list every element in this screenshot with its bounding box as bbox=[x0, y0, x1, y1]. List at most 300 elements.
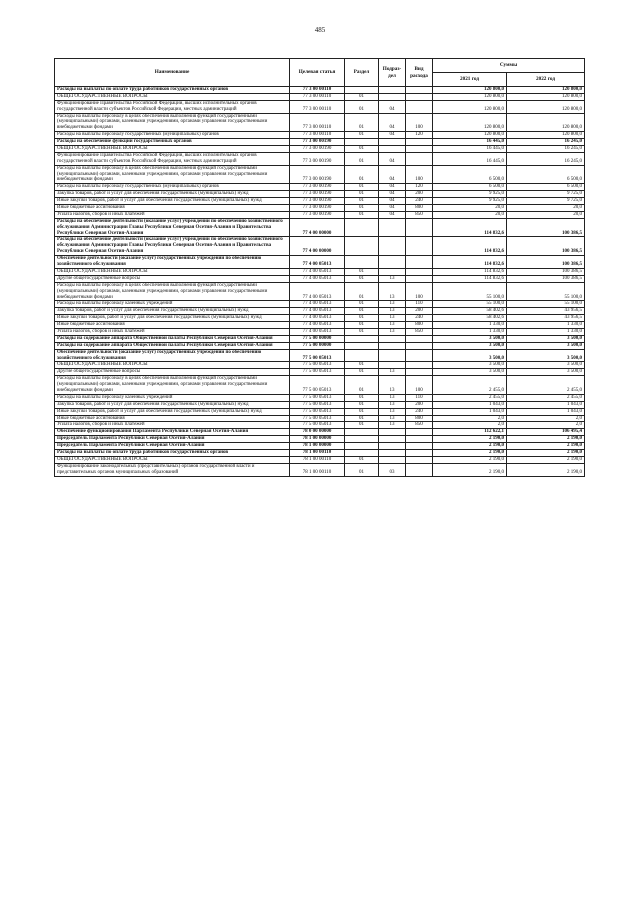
budget-table bbox=[54, 58, 585, 477]
table-row bbox=[55, 342, 585, 349]
row-sum-2022: 9 725,0 bbox=[507, 198, 585, 205]
row-code: 77 5 00 05013 bbox=[290, 408, 345, 415]
row-razdel: 01 bbox=[345, 282, 379, 301]
row-name: ОБЩЕГОСУДАРСТВЕННЫЕ ВОПРОСЫ bbox=[55, 146, 290, 153]
table-row bbox=[55, 301, 585, 308]
table-row bbox=[55, 429, 585, 436]
row-sum-2022: 3 500,0 bbox=[507, 369, 585, 376]
row-vid: 200 bbox=[406, 308, 433, 315]
row-sum-2021: 58 402,6 bbox=[433, 308, 507, 315]
row-vid: 850 bbox=[406, 328, 433, 335]
table-row bbox=[55, 237, 585, 256]
row-sum-2021: 9 925,0 bbox=[433, 191, 507, 198]
row-code: 77 5 00 05013 bbox=[290, 376, 345, 395]
row-vid: 120 bbox=[406, 132, 433, 139]
row-vid: 850 bbox=[406, 211, 433, 218]
row-name: Расходы на выплаты персоналу в целях обеспечения выполнения функций государственными (муниципальными) органами, казенными учреждениями, органами управления государственными внебюджетными фондами bbox=[55, 282, 290, 301]
row-sum-2021: 2 455,0 bbox=[433, 394, 507, 401]
row-razdel: 01 bbox=[345, 376, 379, 395]
row-podrazdel bbox=[379, 349, 406, 362]
row-sum-2022: 2 455,0 bbox=[507, 394, 585, 401]
row-sum-2021: 2 190,0 bbox=[433, 449, 507, 456]
row-sum-2021: 16 445,0 bbox=[433, 152, 507, 165]
row-name: Обеспечение деятельности (оказание услуг) государственных учреждений по обеспечению хозяйственного обслуживания bbox=[55, 349, 290, 362]
row-sum-2022: 106 495,4 bbox=[507, 429, 585, 436]
header-sums: Суммы bbox=[433, 59, 585, 73]
table-row bbox=[55, 184, 585, 191]
row-vid bbox=[406, 342, 433, 349]
row-podrazdel bbox=[379, 436, 406, 443]
row-razdel: 01 bbox=[345, 165, 379, 184]
table-row bbox=[55, 132, 585, 139]
row-razdel bbox=[345, 436, 379, 443]
row-sum-2021: 6 500,0 bbox=[433, 184, 507, 191]
row-sum-2022: 3 500,0 bbox=[507, 342, 585, 349]
row-name: Функционирование Правительства Российской Федерации, высших исполнительных органов государственной власти субъектов Российской Федерации, местных администраций bbox=[55, 100, 290, 113]
row-sum-2021: 114 832,6 bbox=[433, 256, 507, 269]
row-vid bbox=[406, 335, 433, 342]
row-podrazdel bbox=[379, 218, 406, 237]
row-sum-2021: 114 832,6 bbox=[433, 237, 507, 256]
row-sum-2022: 6 500,0 bbox=[507, 165, 585, 184]
row-code: 77 3 00 00110 bbox=[290, 100, 345, 113]
row-podrazdel: 04 bbox=[379, 211, 406, 218]
row-sum-2021: 120 800,0 bbox=[433, 132, 507, 139]
row-code: 77 5 00 05013 bbox=[290, 349, 345, 362]
row-podrazdel: 13 bbox=[379, 401, 406, 408]
row-vid bbox=[406, 256, 433, 269]
header-podrazdel: Подраз-дел bbox=[379, 59, 406, 87]
row-name: ОБЩЕГОСУДАРСТВЕННЫЕ ВОПРОСЫ bbox=[55, 362, 290, 369]
row-sum-2021: 16 445,0 bbox=[433, 139, 507, 146]
row-sum-2022: 2 190,0 bbox=[507, 449, 585, 456]
row-razdel: 01 bbox=[345, 132, 379, 139]
row-sum-2022: 2,0 bbox=[507, 415, 585, 422]
row-razdel: 01 bbox=[345, 198, 379, 205]
row-sum-2021: 2 190,0 bbox=[433, 443, 507, 450]
row-podrazdel bbox=[379, 87, 406, 94]
row-vid: 100 bbox=[406, 165, 433, 184]
row-name: Расходы на выплаты по оплате труда работников государственных органов bbox=[55, 87, 290, 94]
row-razdel: 01 bbox=[345, 322, 379, 329]
row-name: Расходы на выплаты персоналу государственных (муниципальных) органов bbox=[55, 132, 290, 139]
row-vid bbox=[406, 436, 433, 443]
row-sum-2021: 112 622,1 bbox=[433, 429, 507, 436]
row-razdel: 01 bbox=[345, 205, 379, 212]
table-row bbox=[55, 93, 585, 100]
row-sum-2021: 3 500,0 bbox=[433, 342, 507, 349]
row-sum-2022: 100 386,5 bbox=[507, 268, 585, 275]
row-vid: 240 bbox=[406, 408, 433, 415]
row-razdel: 01 bbox=[345, 394, 379, 401]
table-row bbox=[55, 401, 585, 408]
row-sum-2022: 120 800,0 bbox=[507, 100, 585, 113]
row-sum-2021: 2 190,0 bbox=[433, 463, 507, 476]
row-podrazdel: 13 bbox=[379, 308, 406, 315]
row-sum-2021: 114 832,6 bbox=[433, 268, 507, 275]
row-podrazdel: 04 bbox=[379, 198, 406, 205]
row-sum-2022: 3 500,0 bbox=[507, 335, 585, 342]
row-code: 78 1 00 00000 bbox=[290, 436, 345, 443]
row-name: ОБЩЕГОСУДАРСТВЕННЫЕ ВОПРОСЫ bbox=[55, 456, 290, 463]
table-body bbox=[55, 87, 585, 477]
row-code: 77 5 00 00000 bbox=[290, 335, 345, 342]
header-vid: Вид расхода bbox=[406, 59, 433, 87]
row-name: Уплата налогов, сборов и иных платежей bbox=[55, 328, 290, 335]
row-sum-2021: 120 800,0 bbox=[433, 93, 507, 100]
row-sum-2022: 55 100,0 bbox=[507, 301, 585, 308]
table-row bbox=[55, 198, 585, 205]
row-razdel bbox=[345, 342, 379, 349]
row-sum-2022: 16 245,0 bbox=[507, 146, 585, 153]
row-code: 78 1 00 00110 bbox=[290, 463, 345, 476]
row-razdel bbox=[345, 349, 379, 362]
row-sum-2021: 1 330,0 bbox=[433, 328, 507, 335]
row-name: ОБЩЕГОСУДАРСТВЕННЫЕ ВОПРОСЫ bbox=[55, 268, 290, 275]
table-row bbox=[55, 415, 585, 422]
row-name: Расходы на содержание аппарата Общественной палаты Республики Северная Осетия-Алания bbox=[55, 342, 290, 349]
row-code: 77 4 00 00000 bbox=[290, 218, 345, 237]
row-podrazdel: 04 bbox=[379, 184, 406, 191]
row-code: 77 3 00 00190 bbox=[290, 165, 345, 184]
row-sum-2022: 100 386,5 bbox=[507, 237, 585, 256]
row-razdel bbox=[345, 139, 379, 146]
row-sum-2022: 120 800,0 bbox=[507, 93, 585, 100]
table-row bbox=[55, 369, 585, 376]
row-razdel bbox=[345, 449, 379, 456]
page-number: 485 bbox=[314, 26, 326, 34]
row-podrazdel: 13 bbox=[379, 422, 406, 429]
row-code: 77 5 00 05013 bbox=[290, 369, 345, 376]
row-vid bbox=[406, 456, 433, 463]
row-podrazdel: 03 bbox=[379, 463, 406, 476]
row-razdel: 01 bbox=[345, 146, 379, 153]
row-sum-2021: 2 190,0 bbox=[433, 436, 507, 443]
row-razdel bbox=[345, 335, 379, 342]
row-name: Иные бюджетные ассигнования bbox=[55, 322, 290, 329]
table-row bbox=[55, 256, 585, 269]
row-sum-2021: 114 832,6 bbox=[433, 275, 507, 282]
row-razdel: 01 bbox=[345, 315, 379, 322]
row-name: Другие общегосударственные вопросы bbox=[55, 275, 290, 282]
row-name: Председатель Парламента Республики Северная Осетия-Алания bbox=[55, 443, 290, 450]
row-code: 77 4 00 05013 bbox=[290, 315, 345, 322]
row-razdel: 01 bbox=[345, 301, 379, 308]
row-sum-2022: 1 330,0 bbox=[507, 322, 585, 329]
table-row bbox=[55, 376, 585, 395]
row-vid bbox=[406, 139, 433, 146]
row-vid bbox=[406, 362, 433, 369]
row-razdel: 01 bbox=[345, 369, 379, 376]
row-sum-2022: 16 245,0 bbox=[507, 139, 585, 146]
row-vid: 800 bbox=[406, 205, 433, 212]
table-row bbox=[55, 87, 585, 94]
row-name: Уплата налогов, сборов и иных платежей bbox=[55, 422, 290, 429]
row-razdel: 01 bbox=[345, 191, 379, 198]
row-podrazdel: 13 bbox=[379, 282, 406, 301]
row-sum-2022: 2 190,0 bbox=[507, 456, 585, 463]
table-row bbox=[55, 165, 585, 184]
row-razdel: 01 bbox=[345, 268, 379, 275]
row-vid bbox=[406, 275, 433, 282]
row-podrazdel bbox=[379, 93, 406, 100]
row-code: 77 4 00 05013 bbox=[290, 328, 345, 335]
table-row bbox=[55, 146, 585, 153]
row-sum-2021: 2,0 bbox=[433, 415, 507, 422]
row-razdel: 01 bbox=[345, 93, 379, 100]
row-sum-2021: 3 500,0 bbox=[433, 362, 507, 369]
row-vid: 110 bbox=[406, 394, 433, 401]
row-sum-2021: 9 925,0 bbox=[433, 198, 507, 205]
row-podrazdel bbox=[379, 362, 406, 369]
row-code: 78 1 00 00110 bbox=[290, 449, 345, 456]
row-razdel bbox=[345, 87, 379, 94]
row-code: 77 3 00 00190 bbox=[290, 184, 345, 191]
row-sum-2022: 2 190,0 bbox=[507, 436, 585, 443]
row-sum-2022: 120 800,0 bbox=[507, 132, 585, 139]
table-row bbox=[55, 449, 585, 456]
row-podrazdel: 13 bbox=[379, 408, 406, 415]
row-podrazdel: 13 bbox=[379, 369, 406, 376]
row-name: Расходы на содержание аппарата Общественной палаты Республики Северная Осетия-Алания bbox=[55, 335, 290, 342]
table-row bbox=[55, 282, 585, 301]
table-row bbox=[55, 408, 585, 415]
row-sum-2022: 43 956,5 bbox=[507, 308, 585, 315]
row-razdel: 01 bbox=[345, 152, 379, 165]
row-name: Расходы на выплаты персоналу в целях обеспечения выполнения функций государственными (муниципальными) органами, казенными учреждениями, органами управления государственными внебюджетными фондами bbox=[55, 113, 290, 132]
row-sum-2021: 1 043,0 bbox=[433, 401, 507, 408]
row-podrazdel bbox=[379, 139, 406, 146]
row-code: 78 1 00 00110 bbox=[290, 456, 345, 463]
table-row bbox=[55, 422, 585, 429]
row-name: Иные бюджетные ассигнования bbox=[55, 205, 290, 212]
row-sum-2022: 100 386,5 bbox=[507, 256, 585, 269]
row-vid bbox=[406, 152, 433, 165]
row-sum-2021: 55 100,0 bbox=[433, 282, 507, 301]
row-code: 77 3 00 00190 bbox=[290, 198, 345, 205]
row-vid bbox=[406, 349, 433, 362]
row-sum-2021: 120 800,0 bbox=[433, 87, 507, 94]
row-podrazdel bbox=[379, 335, 406, 342]
table-row bbox=[55, 362, 585, 369]
row-podrazdel: 04 bbox=[379, 152, 406, 165]
row-code: 77 3 00 00190 bbox=[290, 191, 345, 198]
table-row bbox=[55, 139, 585, 146]
table-row bbox=[55, 113, 585, 132]
row-vid: 800 bbox=[406, 415, 433, 422]
row-sum-2022: 1 043,0 bbox=[507, 408, 585, 415]
row-razdel: 01 bbox=[345, 463, 379, 476]
row-sum-2022: 2 455,0 bbox=[507, 376, 585, 395]
row-sum-2021: 20,0 bbox=[433, 205, 507, 212]
row-razdel: 01 bbox=[345, 415, 379, 422]
row-name: Расходы на обеспечение деятельности (оказание услуг) учреждений по обеспечению хозяйственного обслуживания Администрации Главы Республики Северная Осетия-Алания и Правительства Республики Северная Осетия-Алания bbox=[55, 218, 290, 237]
row-code: 77 4 00 00000 bbox=[290, 237, 345, 256]
table-row bbox=[55, 443, 585, 450]
header-code: Целевая статья bbox=[290, 59, 345, 87]
row-sum-2021: 114 832,6 bbox=[433, 218, 507, 237]
row-podrazdel: 04 bbox=[379, 191, 406, 198]
row-vid bbox=[406, 218, 433, 237]
row-code: 77 3 00 00190 bbox=[290, 205, 345, 212]
row-razdel: 01 bbox=[345, 422, 379, 429]
row-name: Иные бюджетные ассигнования bbox=[55, 415, 290, 422]
row-podrazdel bbox=[379, 268, 406, 275]
row-name: Обеспечение функционирования Парламента Республики Северная Осетия-Алания bbox=[55, 429, 290, 436]
row-sum-2021: 3 500,0 bbox=[433, 349, 507, 362]
row-code: 77 3 00 00190 bbox=[290, 152, 345, 165]
row-code: 77 4 00 05013 bbox=[290, 256, 345, 269]
row-sum-2021: 20,0 bbox=[433, 211, 507, 218]
table-row bbox=[55, 322, 585, 329]
row-vid: 200 bbox=[406, 401, 433, 408]
row-razdel bbox=[345, 256, 379, 269]
row-sum-2022: 2,0 bbox=[507, 422, 585, 429]
row-razdel: 01 bbox=[345, 328, 379, 335]
table-row bbox=[55, 211, 585, 218]
header-year-2021: 2021 год bbox=[433, 73, 507, 87]
row-razdel: 01 bbox=[345, 211, 379, 218]
row-sum-2021: 1 330,0 bbox=[433, 322, 507, 329]
row-podrazdel: 13 bbox=[379, 315, 406, 322]
row-podrazdel bbox=[379, 342, 406, 349]
table-row bbox=[55, 436, 585, 443]
row-vid bbox=[406, 268, 433, 275]
row-podrazdel: 13 bbox=[379, 415, 406, 422]
row-name: Функционирование Правительства Российской Федерации, высших исполнительных органов государственной власти субъектов Российской Федерации, местных администраций bbox=[55, 152, 290, 165]
row-name: Расходы на обеспечение функций государственных органов bbox=[55, 139, 290, 146]
row-razdel: 01 bbox=[345, 100, 379, 113]
row-sum-2022: 1 043,0 bbox=[507, 401, 585, 408]
row-vid: 120 bbox=[406, 184, 433, 191]
row-podrazdel: 04 bbox=[379, 165, 406, 184]
row-vid bbox=[406, 463, 433, 476]
row-sum-2022: 9 725,0 bbox=[507, 191, 585, 198]
row-vid: 110 bbox=[406, 301, 433, 308]
row-sum-2021: 3 500,0 bbox=[433, 369, 507, 376]
table-row bbox=[55, 191, 585, 198]
row-vid bbox=[406, 93, 433, 100]
row-razdel: 01 bbox=[345, 308, 379, 315]
row-vid: 100 bbox=[406, 376, 433, 395]
row-sum-2022: 6 500,0 bbox=[507, 184, 585, 191]
row-name: Расходы на обеспечение деятельности (оказание услуг) учреждений по обеспечению хозяйственного обслуживания Администрации Главы Республики Северная Осетия-Алания и Правительства Республики Северная Осетия-Алания bbox=[55, 237, 290, 256]
table-row bbox=[55, 268, 585, 275]
row-podrazdel bbox=[379, 237, 406, 256]
row-sum-2021: 2,0 bbox=[433, 422, 507, 429]
row-name: Обеспечение деятельности (оказание услуг) государственных учреждений по обеспечению хозяйственного обслуживания bbox=[55, 256, 290, 269]
row-razdel: 01 bbox=[345, 401, 379, 408]
row-podrazdel bbox=[379, 146, 406, 153]
row-podrazdel: 13 bbox=[379, 301, 406, 308]
row-code: 77 5 00 05013 bbox=[290, 362, 345, 369]
row-name: Расходы на выплаты персоналу государственных (муниципальных) органов bbox=[55, 184, 290, 191]
row-sum-2021: 2 455,0 bbox=[433, 376, 507, 395]
row-code: 77 3 00 00110 bbox=[290, 93, 345, 100]
table-row bbox=[55, 218, 585, 237]
row-code: 77 4 00 05013 bbox=[290, 301, 345, 308]
row-sum-2022: 55 100,0 bbox=[507, 282, 585, 301]
row-code: 78 0 00 00000 bbox=[290, 429, 345, 436]
row-vid: 100 bbox=[406, 282, 433, 301]
row-sum-2022: 20,0 bbox=[507, 211, 585, 218]
row-podrazdel bbox=[379, 429, 406, 436]
row-podrazdel: 13 bbox=[379, 376, 406, 395]
row-code: 77 4 00 05013 bbox=[290, 275, 345, 282]
row-name: Председатель Парламента Республики Северная Осетия-Алания bbox=[55, 436, 290, 443]
row-sum-2021: 16 445,0 bbox=[433, 146, 507, 153]
row-vid bbox=[406, 100, 433, 113]
row-podrazdel: 04 bbox=[379, 205, 406, 212]
table-row bbox=[55, 315, 585, 322]
row-code: 77 4 00 05013 bbox=[290, 322, 345, 329]
row-podrazdel bbox=[379, 256, 406, 269]
row-razdel: 01 bbox=[345, 113, 379, 132]
table-row bbox=[55, 205, 585, 212]
row-podrazdel: 04 bbox=[379, 113, 406, 132]
row-code: 77 4 00 05013 bbox=[290, 308, 345, 315]
row-name: Расходы на выплаты персоналу в целях обеспечения выполнения функций государственными (муниципальными) органами, казенными учреждениями, органами управления государственными внебюджетными фондами bbox=[55, 165, 290, 184]
row-code: 77 3 00 00190 bbox=[290, 211, 345, 218]
row-sum-2021: 6 500,0 bbox=[433, 165, 507, 184]
row-code: 77 3 00 00190 bbox=[290, 139, 345, 146]
row-podrazdel bbox=[379, 443, 406, 450]
row-sum-2022: 3 500,0 bbox=[507, 349, 585, 362]
row-vid: 850 bbox=[406, 422, 433, 429]
row-code: 77 4 00 05013 bbox=[290, 282, 345, 301]
table-row bbox=[55, 335, 585, 342]
row-podrazdel bbox=[379, 456, 406, 463]
row-name: Функционирование законодательных (представительных) органов государственной власти и представительных органов муниципальных образований bbox=[55, 463, 290, 476]
row-code: 77 3 00 00110 bbox=[290, 87, 345, 94]
row-razdel: 01 bbox=[345, 275, 379, 282]
row-code: 77 5 00 00000 bbox=[290, 342, 345, 349]
row-razdel bbox=[345, 443, 379, 450]
row-razdel bbox=[345, 237, 379, 256]
table-header bbox=[55, 59, 585, 87]
row-name: Иные закупки товаров, работ и услуг для обеспечения государственных (муниципальных) нужд bbox=[55, 198, 290, 205]
table-row bbox=[55, 456, 585, 463]
row-name: Расходы на выплаты персоналу казенных учреждений bbox=[55, 301, 290, 308]
row-vid: 800 bbox=[406, 322, 433, 329]
row-sum-2022: 2 190,0 bbox=[507, 443, 585, 450]
row-vid bbox=[406, 369, 433, 376]
row-podrazdel: 04 bbox=[379, 132, 406, 139]
row-sum-2022: 120 800,0 bbox=[507, 87, 585, 94]
row-sum-2021: 3 500,0 bbox=[433, 335, 507, 342]
row-podrazdel bbox=[379, 449, 406, 456]
row-vid: 100 bbox=[406, 113, 433, 132]
row-sum-2022: 43 956,5 bbox=[507, 315, 585, 322]
table-row bbox=[55, 308, 585, 315]
table-row bbox=[55, 275, 585, 282]
row-code: 77 5 00 05013 bbox=[290, 401, 345, 408]
table-row bbox=[55, 100, 585, 113]
row-sum-2021: 120 800,0 bbox=[433, 113, 507, 132]
row-vid bbox=[406, 87, 433, 94]
row-sum-2022: 16 245,0 bbox=[507, 152, 585, 165]
row-name: Иные закупки товаров, работ и услуг для обеспечения государственных (муниципальных) нужд bbox=[55, 408, 290, 415]
header-razdel: Раздел bbox=[345, 59, 379, 87]
table-row bbox=[55, 328, 585, 335]
row-name: Иные закупки товаров, работ и услуг для обеспечения государственных (муниципальных) нужд bbox=[55, 315, 290, 322]
row-name: ОБЩЕГОСУДАРСТВЕННЫЕ ВОПРОСЫ bbox=[55, 93, 290, 100]
row-razdel: 01 bbox=[345, 456, 379, 463]
row-razdel bbox=[345, 429, 379, 436]
row-vid bbox=[406, 443, 433, 450]
row-sum-2021: 58 402,6 bbox=[433, 315, 507, 322]
row-podrazdel: 13 bbox=[379, 394, 406, 401]
